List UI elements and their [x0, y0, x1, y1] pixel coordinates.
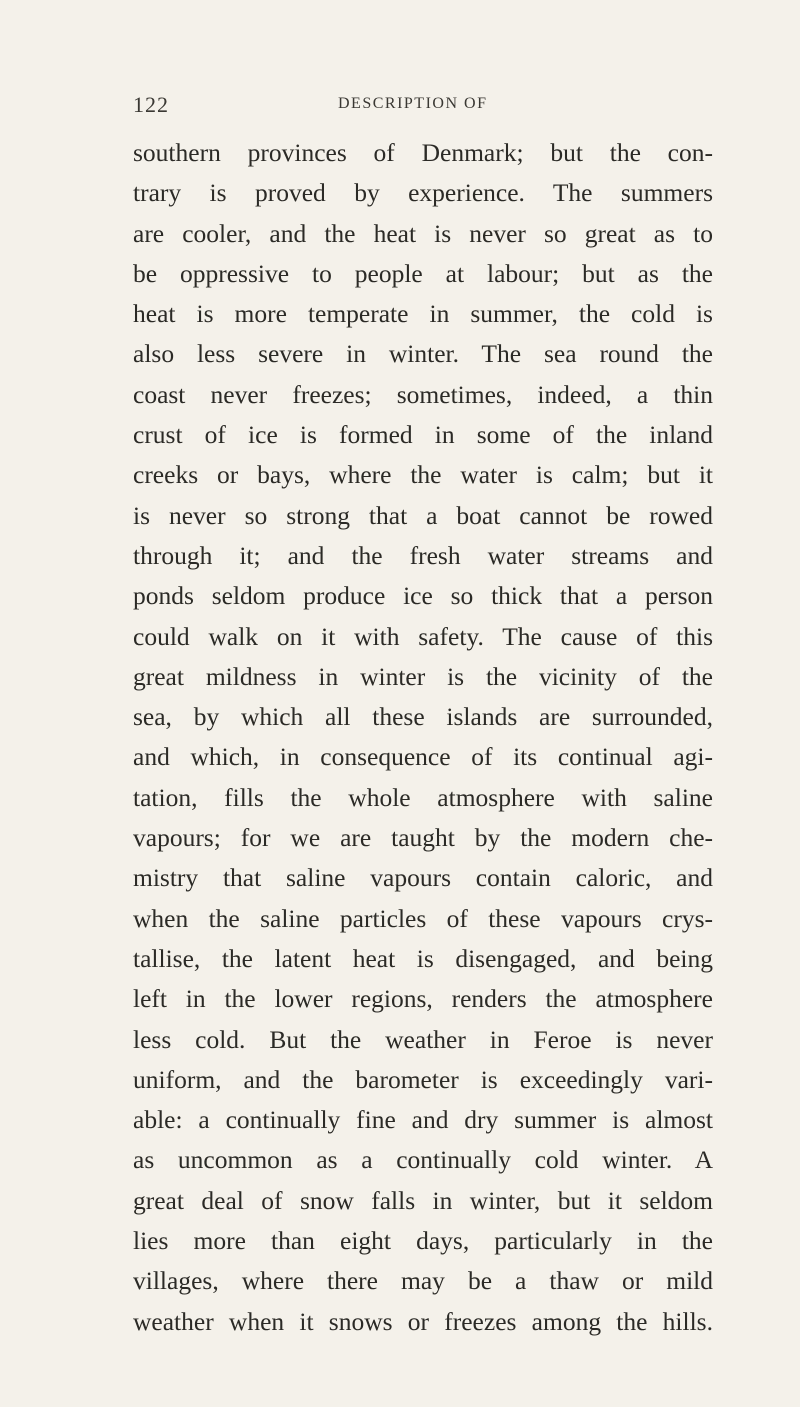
page-header — [133, 92, 713, 116]
text-line: tallise, the latent heat is disengaged, and being — [133, 943, 713, 973]
text-line: weather when it snows or freezes among the hills. — [133, 1306, 713, 1336]
text-line: great deal of snow falls in winter, but it seldom — [133, 1185, 713, 1215]
page-number: 122 — [133, 92, 169, 117]
text-line: ponds seldom produce ice so thick that a person — [133, 581, 713, 611]
text-line: creeks or bays, where the water is calm; but it — [133, 460, 713, 490]
text-line: and which, in consequence of its continual agi- — [133, 742, 713, 772]
text-line: vapours; for we are taught by the modern che- — [133, 823, 713, 853]
text-line: tation, fills the whole atmosphere with saline — [133, 782, 713, 812]
text-line: be oppressive to people at labour; but as the — [133, 258, 713, 288]
text-line: great mildness in winter is the vicinity of the — [133, 661, 713, 691]
text-line: villages, where there may be a thaw or mild — [133, 1266, 713, 1296]
text-line: trary is proved by experience. The summers — [133, 178, 713, 208]
text-line: left in the lower regions, renders the atmosphere — [133, 984, 713, 1014]
text-line: as uncommon as a continually cold winter. A — [133, 1145, 713, 1175]
text-line: uniform, and the barometer is exceedingly vari- — [133, 1064, 713, 1094]
body-text — [133, 133, 713, 1342]
text-line: heat is more temperate in summer, the cold is — [133, 299, 713, 329]
text-line: coast never freezes; sometimes, indeed, a thin — [133, 379, 713, 409]
text-line: through it; and the fresh water streams and — [133, 540, 713, 570]
text-line: when the saline particles of these vapours crys- — [133, 903, 713, 933]
text-line: mistry that saline vapours contain caloric, and — [133, 863, 713, 893]
text-line: less cold. But the weather in Feroe is never — [133, 1024, 713, 1054]
text-line: could walk on it with safety. The cause of this — [133, 621, 713, 651]
text-line: also less severe in winter. The sea round the — [133, 339, 713, 369]
text-line: able: a continually fine and dry summer is almost — [133, 1105, 713, 1135]
text-line: sea, by which all these islands are surrounded, — [133, 702, 713, 732]
text-line: lies more than eight days, particularly in the — [133, 1226, 713, 1256]
text-line: crust of ice is formed in some of the inland — [133, 420, 713, 450]
text-line: southern provinces of Denmark; but the con- — [133, 138, 713, 167]
running-head: DESCRIPTION OF — [338, 95, 488, 112]
text-line: is never so strong that a boat cannot be rowed — [133, 500, 713, 530]
text-line: are cooler, and the heat is never so great as to — [133, 218, 713, 248]
